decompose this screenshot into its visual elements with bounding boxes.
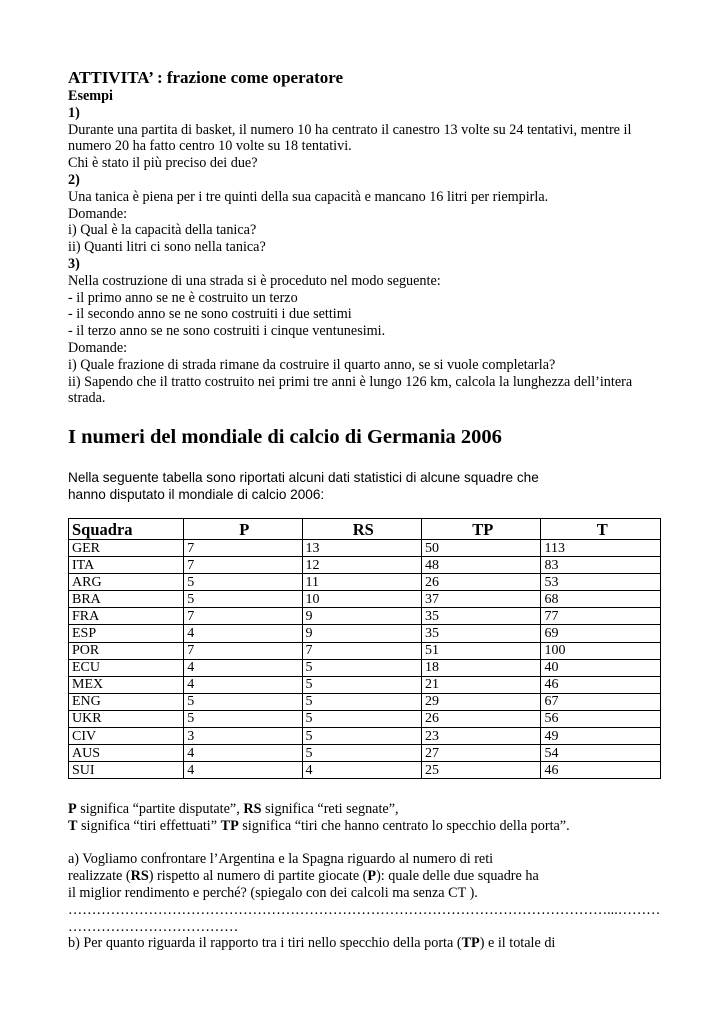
table-row bbox=[69, 710, 661, 727]
example-3-number: 3) bbox=[68, 255, 80, 272]
cell-t: 68 bbox=[541, 591, 661, 608]
legend-tp-symbol: TP bbox=[220, 817, 239, 834]
table-row bbox=[69, 659, 661, 676]
cell-rs: 5 bbox=[302, 693, 421, 710]
example-1-number: 1) bbox=[68, 104, 80, 121]
cell-squadra: ESP bbox=[69, 625, 184, 642]
table-row bbox=[69, 591, 661, 608]
question-b-post: ) e il totale di bbox=[479, 935, 556, 952]
header-p: P bbox=[184, 519, 302, 540]
question-a-rs: RS bbox=[130, 868, 149, 885]
cell-tp: 51 bbox=[422, 642, 541, 659]
answer-dots-1: ……………………………………………………………………………………………………...……… bbox=[68, 901, 661, 918]
cell-rs: 12 bbox=[302, 557, 421, 574]
cell-squadra: POR bbox=[69, 642, 184, 659]
cell-tp: 26 bbox=[422, 574, 541, 591]
example-2-line-2: Domande: bbox=[68, 205, 128, 222]
legend-tp-text: significa “tiri che hanno centrato lo specchio della porta”. bbox=[238, 817, 570, 834]
cell-p: 3 bbox=[184, 728, 302, 745]
cell-rs: 5 bbox=[302, 659, 421, 676]
answer-dots-2: ……………………………… bbox=[68, 918, 239, 935]
cell-squadra: FRA bbox=[69, 608, 184, 625]
cell-p: 5 bbox=[184, 710, 302, 727]
cell-t: 67 bbox=[541, 693, 661, 710]
example-3-line-5: Domande: bbox=[68, 339, 128, 356]
cell-p: 7 bbox=[184, 557, 302, 574]
example-3-line-3: - il secondo anno se ne sono costruiti i due settimi bbox=[68, 306, 352, 323]
table-row bbox=[69, 642, 661, 659]
cell-tp: 18 bbox=[422, 659, 541, 676]
example-1-line-2: numero 20 ha fatto centro 10 volte su 18 tentativi. bbox=[68, 138, 352, 155]
question-a-post: ): quale delle due squadre ha bbox=[376, 868, 539, 885]
cell-t: 83 bbox=[541, 557, 661, 574]
cell-squadra: ECU bbox=[69, 659, 184, 676]
table-header-row bbox=[69, 519, 661, 540]
intro-line-1: Nella seguente tabella sono riportati alcuni dati statistici di alcune squadre che bbox=[68, 470, 539, 485]
example-1-question: Chi è stato il più preciso dei due? bbox=[68, 155, 258, 172]
example-2-line-3: i) Qual è la capacità della tanica? bbox=[68, 222, 257, 239]
cell-rs: 5 bbox=[302, 676, 421, 693]
cell-squadra: ITA bbox=[69, 557, 184, 574]
cell-tp: 35 bbox=[422, 608, 541, 625]
example-2-line-1: Una tanica è piena per i tre quinti della sua capacità e mancano 16 litri per riempirla. bbox=[68, 188, 549, 205]
cell-p: 7 bbox=[184, 608, 302, 625]
cell-tp: 48 bbox=[422, 557, 541, 574]
question-a-line-2 bbox=[68, 868, 668, 885]
cell-t: 46 bbox=[541, 762, 661, 779]
cell-t: 40 bbox=[541, 659, 661, 676]
question-a-p: P bbox=[367, 868, 377, 885]
table-row bbox=[69, 557, 661, 574]
table-row bbox=[69, 728, 661, 745]
cell-tp: 26 bbox=[422, 710, 541, 727]
cell-p: 4 bbox=[184, 659, 302, 676]
cell-squadra: GER bbox=[69, 540, 184, 557]
legend-t-text: significa “tiri effettuati” bbox=[77, 817, 221, 834]
cell-t: 56 bbox=[541, 710, 661, 727]
header-tp: TP bbox=[422, 519, 541, 540]
legend-line-2 bbox=[68, 818, 668, 835]
example-2-line-4: ii) Quanti litri ci sono nella tanica? bbox=[68, 239, 266, 256]
legend-p-text: significa “partite disputate”, bbox=[76, 801, 244, 817]
cell-rs: 9 bbox=[302, 608, 421, 625]
question-a-line-3: il miglior rendimento e perché? (spiegalo con dei calcoli ma senza CT ). bbox=[68, 884, 478, 901]
cell-tp: 27 bbox=[422, 745, 541, 762]
cell-squadra: MEX bbox=[69, 676, 184, 693]
cell-squadra: SUI bbox=[69, 762, 184, 779]
intro-line-2: hanno disputato il mondiale di calcio 2006: bbox=[68, 487, 325, 502]
table-row bbox=[69, 762, 661, 779]
cell-p: 5 bbox=[184, 574, 302, 591]
question-a-pre: realizzate ( bbox=[68, 868, 131, 885]
table-row bbox=[69, 676, 661, 693]
legend-t-symbol: T bbox=[68, 817, 78, 834]
cell-squadra: BRA bbox=[69, 591, 184, 608]
cell-t: 77 bbox=[541, 608, 661, 625]
cell-squadra: ENG bbox=[69, 693, 184, 710]
cell-tp: 23 bbox=[422, 728, 541, 745]
example-3-line-7: ii) Sapendo che il tratto costruito nei primi tre anni è lungo 126 km, calcola la lunghezza dell’intera bbox=[68, 373, 633, 390]
cell-tp: 37 bbox=[422, 591, 541, 608]
cell-squadra: UKR bbox=[69, 710, 184, 727]
table-row bbox=[69, 625, 661, 642]
cell-t: 53 bbox=[541, 574, 661, 591]
table-row bbox=[69, 693, 661, 710]
after-table-text bbox=[68, 801, 668, 952]
question-a-mid: ) rispetto al numero di partite giocate ( bbox=[148, 868, 368, 885]
cell-p: 4 bbox=[184, 676, 302, 693]
example-3-line-8: strada. bbox=[68, 390, 106, 407]
cell-rs: 10 bbox=[302, 591, 421, 608]
cell-p: 4 bbox=[184, 745, 302, 762]
cell-p: 7 bbox=[184, 540, 302, 557]
example-3-line-1: Nella costruzione di una strada si è proceduto nel modo seguente: bbox=[68, 272, 441, 289]
example-1-line-1: Durante una partita di basket, il numero 10 ha centrato il canestro 13 volte su 24 tentativi, mentre il bbox=[68, 121, 632, 138]
example-3-line-6: i) Quale frazione di strada rimane da costruire il quarto anno, se si vuole completarla? bbox=[68, 356, 556, 373]
blank-line bbox=[68, 835, 668, 852]
example-3-line-2: - il primo anno se ne è costruito un terzo bbox=[68, 289, 298, 306]
table-row bbox=[69, 608, 661, 625]
cell-p: 7 bbox=[184, 642, 302, 659]
question-b-line-1 bbox=[68, 935, 668, 952]
header-rs: RS bbox=[302, 519, 421, 540]
cell-t: 113 bbox=[541, 540, 661, 557]
question-b-tp: TP bbox=[461, 935, 480, 952]
cell-p: 4 bbox=[184, 762, 302, 779]
cell-tp: 35 bbox=[422, 625, 541, 642]
legend-rs-text: significa “reti segnate”, bbox=[261, 801, 399, 817]
example-3-line-4: - il terzo anno se ne sono costruiti i cinque ventunesimi. bbox=[68, 323, 386, 340]
cell-squadra: CIV bbox=[69, 728, 184, 745]
cell-t: 69 bbox=[541, 625, 661, 642]
cell-tp: 25 bbox=[422, 762, 541, 779]
legend-line-1 bbox=[68, 801, 668, 818]
cell-p: 5 bbox=[184, 693, 302, 710]
section-title: I numeri del mondiale di calcio di Germania 2006 bbox=[68, 426, 502, 448]
legend-p-symbol: P bbox=[68, 801, 77, 817]
cell-t: 100 bbox=[541, 642, 661, 659]
header-squadra: Squadra bbox=[69, 519, 184, 540]
question-b-pre: b) Per quanto riguarda il rapporto tra i tiri nello specchio della porta ( bbox=[68, 935, 462, 952]
document-page bbox=[68, 68, 668, 952]
cell-tp: 21 bbox=[422, 676, 541, 693]
cell-t: 54 bbox=[541, 745, 661, 762]
example-2-number: 2) bbox=[68, 171, 80, 188]
cell-tp: 50 bbox=[422, 540, 541, 557]
table-row bbox=[69, 574, 661, 591]
cell-rs: 4 bbox=[302, 762, 421, 779]
cell-t: 46 bbox=[541, 676, 661, 693]
cell-t: 49 bbox=[541, 728, 661, 745]
question-a-line-1: a) Vogliamo confrontare l’Argentina e la Spagna riguardo al numero di reti bbox=[68, 851, 494, 868]
cell-rs: 11 bbox=[302, 574, 421, 591]
cell-p: 5 bbox=[184, 591, 302, 608]
stats-table bbox=[68, 518, 661, 779]
cell-rs: 13 bbox=[302, 540, 421, 557]
cell-squadra: AUS bbox=[69, 745, 184, 762]
cell-p: 4 bbox=[184, 625, 302, 642]
legend-rs-symbol: RS bbox=[243, 801, 262, 817]
cell-rs: 5 bbox=[302, 728, 421, 745]
cell-rs: 5 bbox=[302, 710, 421, 727]
cell-rs: 7 bbox=[302, 642, 421, 659]
cell-tp: 29 bbox=[422, 693, 541, 710]
activity-title: ATTIVITA’ : frazione come operatore bbox=[68, 68, 344, 87]
cell-squadra: ARG bbox=[69, 574, 184, 591]
section-intro bbox=[68, 469, 668, 503]
header-t: T bbox=[541, 519, 661, 540]
cell-rs: 5 bbox=[302, 745, 421, 762]
table-row bbox=[69, 540, 661, 557]
cell-rs: 9 bbox=[302, 625, 421, 642]
examples-label: Esempi bbox=[68, 88, 113, 104]
table-row bbox=[69, 745, 661, 762]
